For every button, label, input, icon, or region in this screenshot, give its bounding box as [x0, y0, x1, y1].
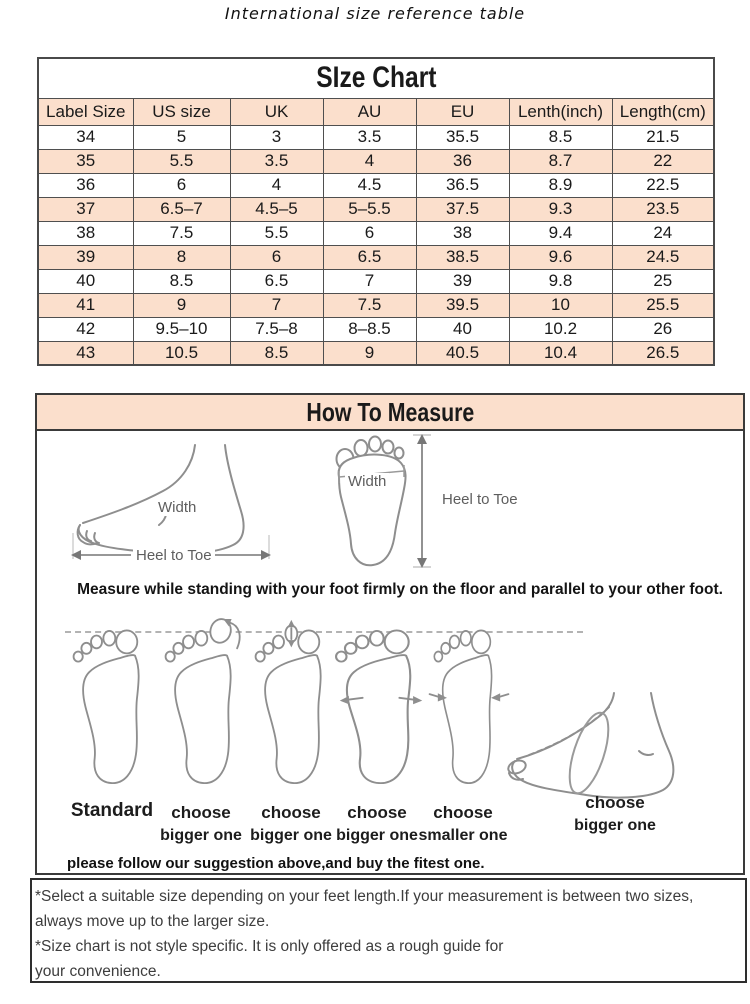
size-cell: 8.7 — [509, 149, 612, 173]
top-foot-diagram — [325, 431, 555, 573]
notes-box — [30, 878, 747, 983]
size-cell: 34 — [38, 125, 133, 149]
table-row — [38, 173, 714, 197]
size-cell: 6.5 — [323, 245, 416, 269]
column-header: Lenth(inch) — [509, 98, 612, 125]
size-cell: 35 — [38, 149, 133, 173]
size-cell: 9.3 — [509, 197, 612, 221]
size-chart-table — [37, 57, 715, 366]
how-to-measure-box — [35, 393, 745, 875]
size-cell: 36 — [38, 173, 133, 197]
fit-advice-label — [57, 799, 167, 822]
size-cell: 38.5 — [416, 245, 509, 269]
size-cell: 24.5 — [612, 245, 714, 269]
size-cell: 9 — [323, 341, 416, 365]
footprint-standard-icon — [67, 619, 159, 795]
size-cell: 24 — [612, 221, 714, 245]
side-foot-diagram — [67, 443, 277, 565]
fit-advice-line: choose — [433, 803, 493, 822]
size-cell: 6 — [133, 173, 230, 197]
size-cell: 9.6 — [509, 245, 612, 269]
size-table-head — [38, 58, 714, 125]
size-cell: 7.5 — [133, 221, 230, 245]
fit-advice-label — [413, 801, 513, 847]
size-cell: 8.5 — [133, 269, 230, 293]
size-cell: 3.5 — [230, 149, 323, 173]
fit-advice-line: choose — [171, 803, 231, 822]
size-cell: 43 — [38, 341, 133, 365]
footprint-long-secondtoe-icon — [249, 619, 341, 795]
size-cell: 8.9 — [509, 173, 612, 197]
fit-advice-line: choose — [585, 793, 645, 812]
size-cell: 37 — [38, 197, 133, 221]
size-cell: 6.5 — [230, 269, 323, 293]
size-cell: 10.4 — [509, 341, 612, 365]
size-cell: 41 — [38, 293, 133, 317]
size-chart-title-cell — [38, 58, 714, 98]
size-cell: 7.5 — [323, 293, 416, 317]
size-cell: 25.5 — [612, 293, 714, 317]
size-cell: 6 — [230, 245, 323, 269]
wide-arrow-icon — [413, 696, 422, 704]
size-cell: 7.5–8 — [230, 317, 323, 341]
size-cell: 10.2 — [509, 317, 612, 341]
suggestion-note: please follow our suggestion above,and buy the fitest one. — [67, 855, 485, 872]
heel-to-toe-label: Heel to Toe — [133, 547, 215, 564]
fit-advice-line: choose — [261, 803, 321, 822]
size-cell: 3.5 — [323, 125, 416, 149]
column-header: UK — [230, 98, 323, 125]
size-table-body — [38, 125, 714, 365]
fit-advice-line: bigger one — [336, 827, 418, 844]
size-cell: 22 — [612, 149, 714, 173]
size-cell: 9 — [133, 293, 230, 317]
size-cell: 40 — [38, 269, 133, 293]
note-line: *Size chart is not style specific. It is only offered as a rough guide for — [35, 938, 504, 955]
fit-advice-label — [331, 801, 423, 847]
size-cell: 26 — [612, 317, 714, 341]
size-cell: 4 — [323, 149, 416, 173]
size-cell: 21.5 — [612, 125, 714, 149]
size-cell: 3 — [230, 125, 323, 149]
fit-advice-line: bigger one — [250, 827, 332, 844]
footprint-wide-icon — [335, 619, 427, 795]
table-row — [38, 197, 714, 221]
size-cell: 4 — [230, 173, 323, 197]
table-row — [38, 245, 714, 269]
column-header: EU — [416, 98, 509, 125]
table-row — [38, 149, 714, 173]
fit-advice-label — [245, 801, 337, 847]
note-line: always move up to the larger size. — [35, 913, 270, 930]
footprint-long-bigtoe-icon — [159, 619, 251, 795]
table-row — [38, 221, 714, 245]
table-row — [38, 317, 714, 341]
size-cell: 23.5 — [612, 197, 714, 221]
size-cell: 9.5–10 — [133, 317, 230, 341]
size-cell: 37.5 — [416, 197, 509, 221]
size-cell: 38 — [416, 221, 509, 245]
size-cell: 5 — [133, 125, 230, 149]
size-cell: 5.5 — [230, 221, 323, 245]
table-row — [38, 269, 714, 293]
size-cell: 39 — [38, 245, 133, 269]
fit-advice-label — [555, 791, 675, 837]
size-cell: 26.5 — [612, 341, 714, 365]
how-to-measure-title: How To Measure — [306, 396, 474, 427]
size-cell: 22.5 — [612, 173, 714, 197]
size-cell: 25 — [612, 269, 714, 293]
size-cell: 8 — [133, 245, 230, 269]
size-cell: 42 — [38, 317, 133, 341]
length-arrow-icon — [411, 433, 433, 569]
measure-arrow-icon — [288, 620, 295, 627]
size-cell: 4.5–5 — [230, 197, 323, 221]
table-row — [38, 293, 714, 317]
size-cell: 8.5 — [230, 341, 323, 365]
column-header-row — [38, 98, 714, 125]
narrow-arrow-icon — [491, 693, 500, 701]
table-title-row — [38, 58, 714, 98]
size-cell: 6 — [323, 221, 416, 245]
size-cell: 5–5.5 — [323, 197, 416, 221]
size-cell: 38 — [38, 221, 133, 245]
note-line: your convenience. — [35, 963, 161, 980]
size-cell: 7 — [323, 269, 416, 293]
how-to-measure-header — [37, 395, 743, 431]
size-cell: 8–8.5 — [323, 317, 416, 341]
size-cell: 10 — [509, 293, 612, 317]
page-title: International size reference table — [224, 4, 526, 23]
size-cell: 35.5 — [416, 125, 509, 149]
size-cell: 9.4 — [509, 221, 612, 245]
table-row — [38, 125, 714, 149]
size-cell: 6.5–7 — [133, 197, 230, 221]
column-header: AU — [323, 98, 416, 125]
measure-arrow-icon — [288, 640, 295, 647]
fit-advice-label — [155, 801, 247, 847]
column-header: US size — [133, 98, 230, 125]
fit-advice-line: choose — [347, 803, 407, 822]
size-cell: 4.5 — [323, 173, 416, 197]
size-cell: 9.8 — [509, 269, 612, 293]
note-line: *Select a suitable size depending on your feet length.If your measurement is between two sizes, — [35, 888, 694, 905]
fit-advice-line: Standard — [70, 800, 154, 821]
fit-advice-line: smaller one — [418, 827, 508, 844]
side-foot-instep-icon — [501, 693, 696, 805]
size-cell: 39.5 — [416, 293, 509, 317]
column-header: Label Size — [38, 98, 133, 125]
width-label: Width — [155, 499, 199, 516]
size-cell: 39 — [416, 269, 509, 293]
column-header: Length(cm) — [612, 98, 714, 125]
size-cell: 5.5 — [133, 149, 230, 173]
fit-advice-line: bigger one — [574, 817, 656, 834]
heel-to-toe-label: Heel to Toe — [442, 491, 518, 508]
measure-instruction: Measure while standing with your foot firmly on the floor and parallel to your other foot. — [77, 581, 723, 598]
size-chart-title: SIze Chart — [315, 61, 437, 95]
size-cell: 10.5 — [133, 341, 230, 365]
size-cell: 7 — [230, 293, 323, 317]
size-cell: 40.5 — [416, 341, 509, 365]
size-cell: 40 — [416, 317, 509, 341]
size-cell: 8.5 — [509, 125, 612, 149]
table-row — [38, 341, 714, 365]
fit-advice-line: bigger one — [160, 827, 242, 844]
size-cell: 36 — [416, 149, 509, 173]
wide-arrow-icon — [340, 696, 349, 704]
top-foot-sketch-icon — [331, 433, 411, 569]
width-label: Width — [345, 473, 389, 490]
size-cell: 36.5 — [416, 173, 509, 197]
